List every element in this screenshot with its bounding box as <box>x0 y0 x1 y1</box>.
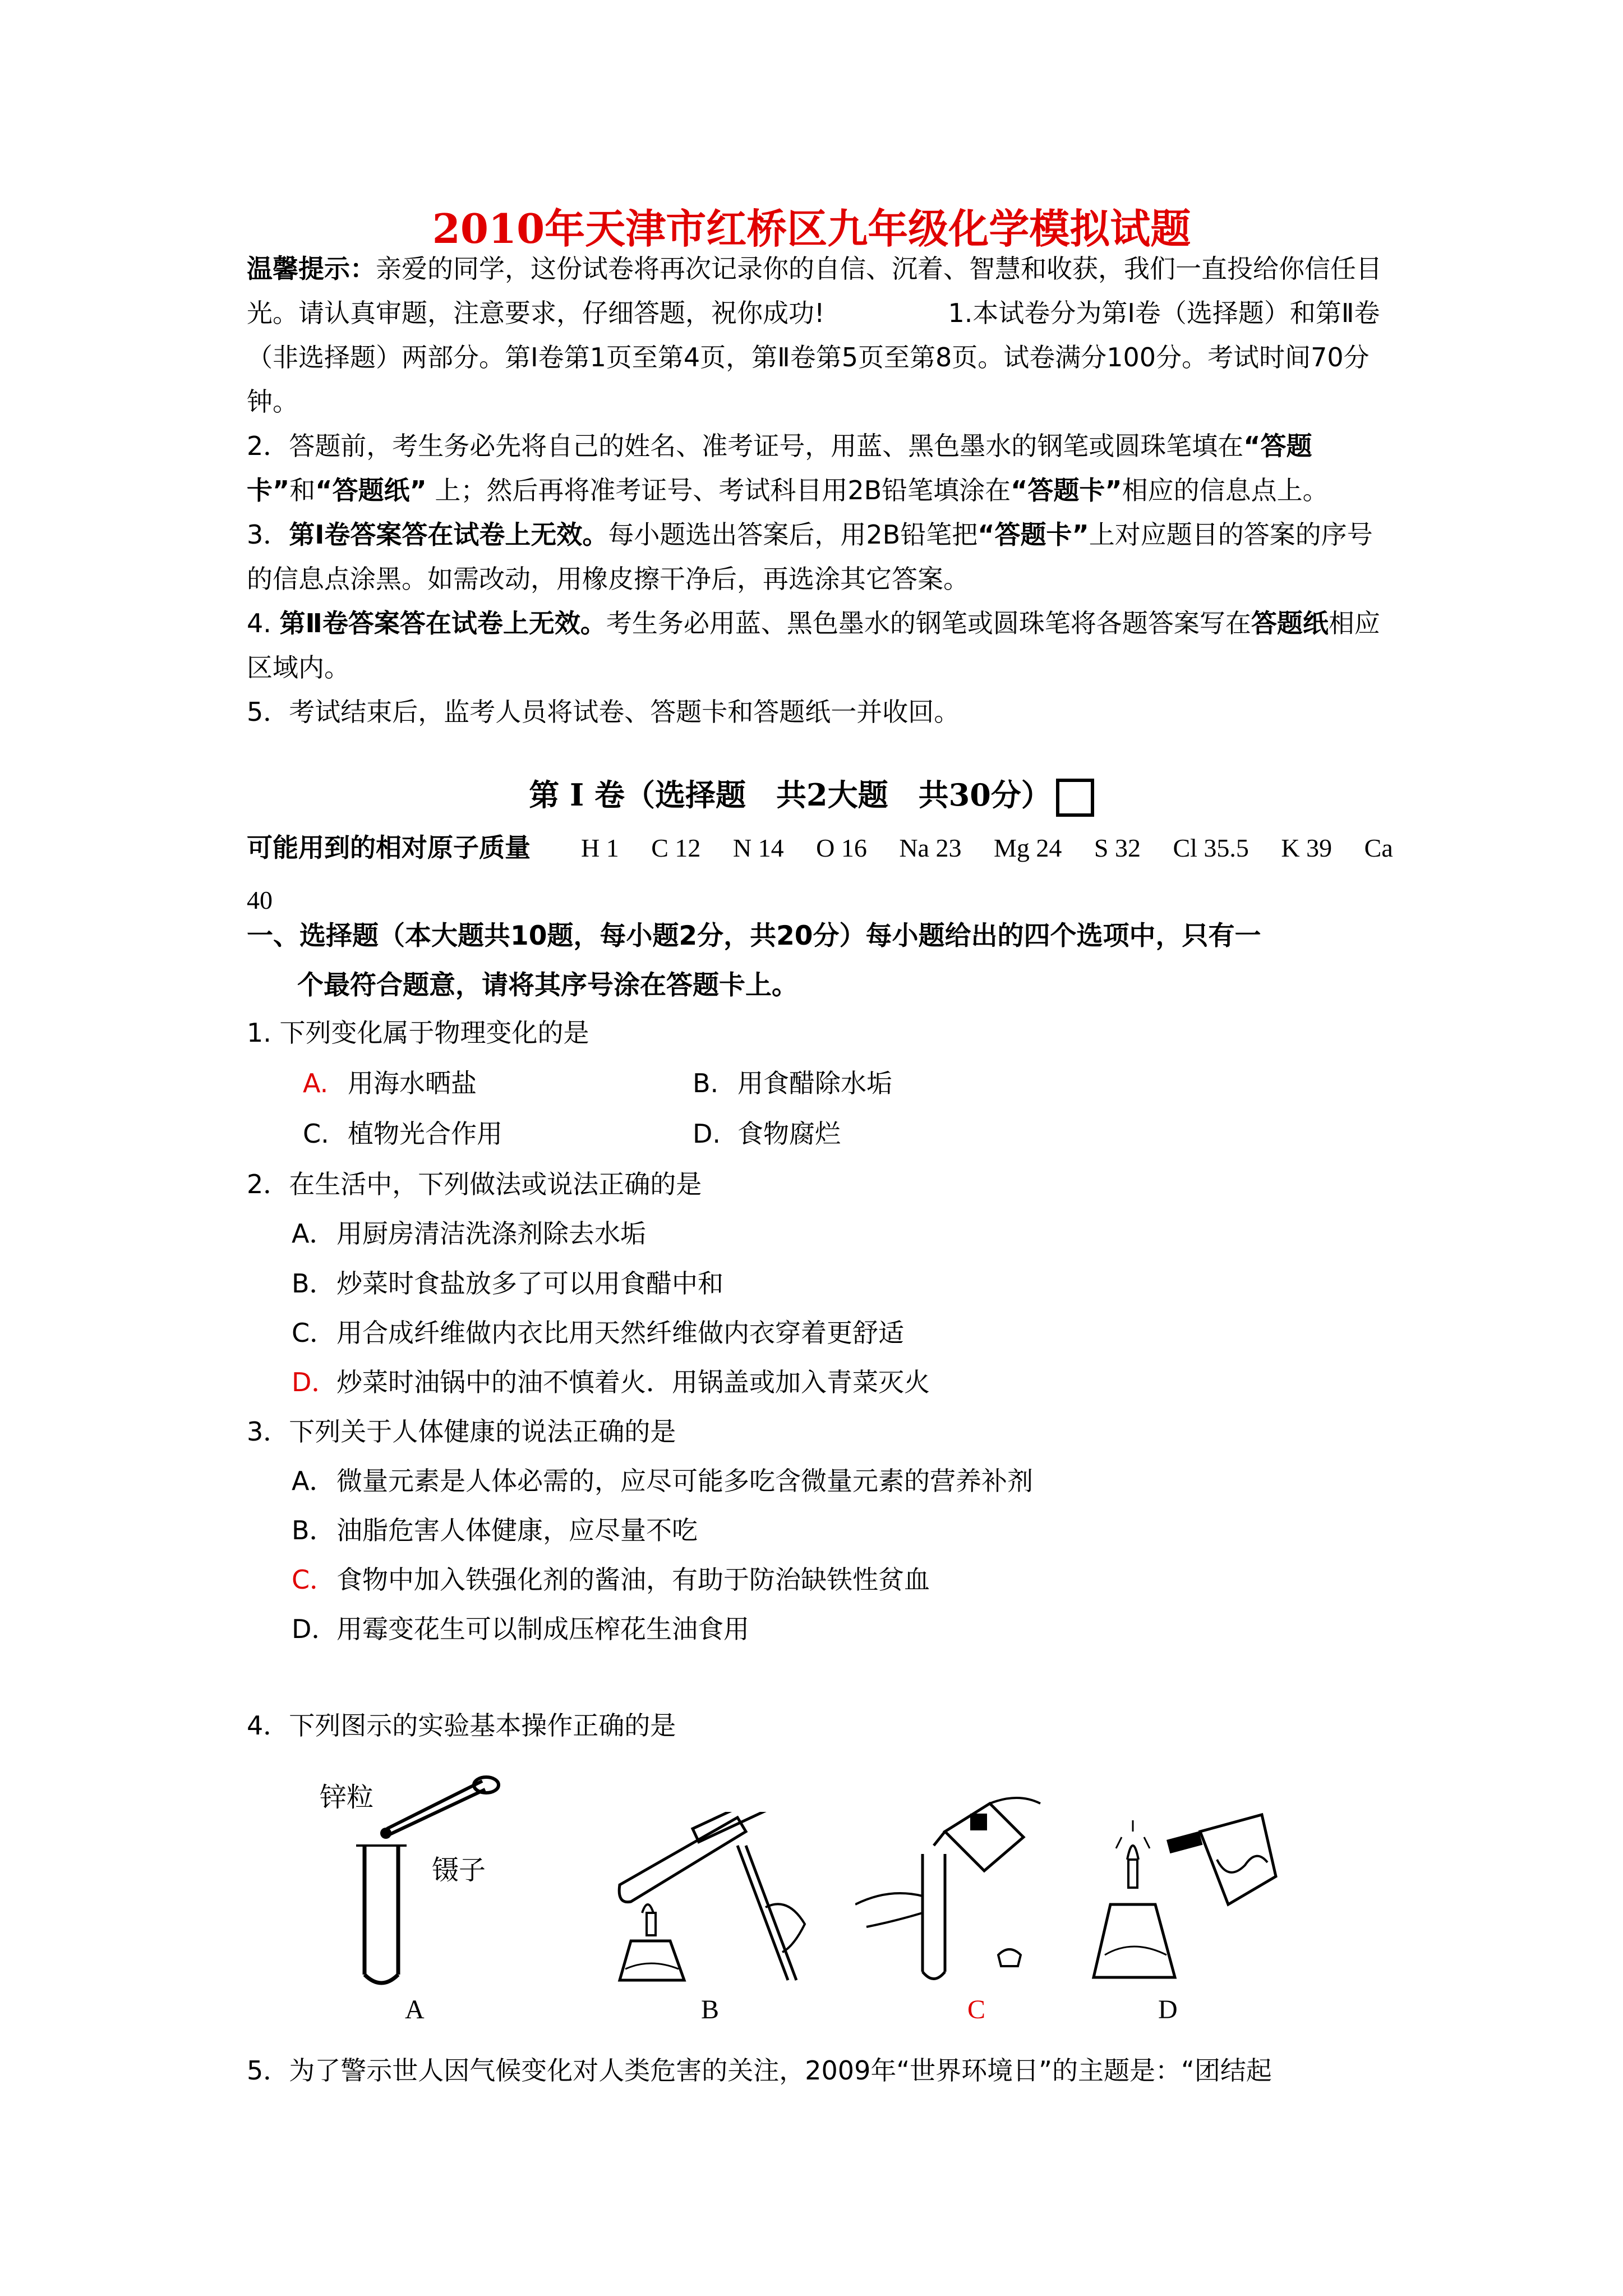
notice-item-5: 5．考试结束后，监考人员将试卷、答题卡和答题纸一并收回。 <box>247 697 960 727</box>
q2-option-c[interactable]: C．用合成纤维做内衣比用天然纤维做内衣穿着更舒适 <box>292 1318 904 1348</box>
q1-option-d[interactable]: D. 食物腐烂 <box>693 1119 841 1149</box>
notice-block <box>247 247 1391 734</box>
notice-item-3: 3．第Ⅰ卷答案答在试卷上无效。每小题选出答案后，用2B铅笔把“答题卡”上对应题目的答案的序号的信息点涂黑。如需改动，用橡皮擦干净后，再选涂其它答案。 <box>247 519 1373 594</box>
notice-intro: 温馨提示：亲爱的同学，这份试卷将再次记录你的自信、沉着、智慧和收获，我们一直投给你信任目光。请认真审题，注意要求，仔细答题，祝你成功! 1.本试卷分为第Ⅰ卷（选择题）和第Ⅱ卷（非选择题）两部分。第Ⅰ卷第1页至第4页，第Ⅱ卷第5页至第8页。试卷满分100分。考试时间70分钟。 <box>247 254 1382 417</box>
alcohol-lamp-icon <box>620 1904 684 1980</box>
tweezers-label: 镊子 <box>432 1855 486 1886</box>
test-tube-icon <box>356 1846 407 1983</box>
tweezers-icon <box>387 1777 499 1834</box>
tilted-lamp-icon <box>1166 1815 1276 1904</box>
q2-option-a[interactable]: A．用厨房清洁洗涤剂除去水垢 <box>292 1218 646 1249</box>
alcohol-lamp-icon <box>1094 1820 1175 1977</box>
notice-label: 温馨提示： <box>247 254 376 284</box>
question-3-stem: 3．下列关于人体健康的说法正确的是 <box>247 1416 676 1447</box>
question-1-stem: 1. 下列变化属于物理变化的是 <box>247 1018 589 1048</box>
reagent-bottle-icon <box>934 1798 1040 1871</box>
atomic-mass-values: H 1 C 12 N 14 O 16 Na 23 Mg 24 S 32 Cl 35.5 K 39 Ca 40 <box>247 834 1393 914</box>
hand-icon <box>855 1893 923 1927</box>
q3-option-c[interactable]: C．食物中加入铁强化剂的酱油，有助于防治缺铁性贫血 <box>292 1565 930 1595</box>
atomic-mass-line <box>247 822 1413 926</box>
atomic-mass-label: 可能用到的相对原子质量 <box>247 832 531 863</box>
notice-item-4: 4. 第Ⅱ卷答案答在试卷上无效。考生务必用蓝、黑色墨水的钢笔或圆珠笔将各题答案写在答题纸相应区域内。 <box>247 608 1380 683</box>
q1-option-c[interactable]: C. 植物光合作用 <box>303 1119 502 1149</box>
q3-option-a[interactable]: A．微量元素是人体必需的，应尽可能多吃含微量元素的营养补剂 <box>292 1466 1033 1496</box>
figure-c-label[interactable]: C <box>967 1995 986 2024</box>
zinc-granule-icon <box>380 1828 391 1839</box>
q3-option-b[interactable]: B．油脂危害人体健康，应尽量不吃 <box>292 1515 698 1545</box>
figure-c-illustration <box>855 1792 1057 1989</box>
q1-option-a[interactable]: A. 用海水晒盐 <box>303 1068 477 1098</box>
q2-option-b[interactable]: B．炒菜时食盐放多了可以用食醋中和 <box>292 1268 723 1299</box>
q3-option-d[interactable]: D．用霉变花生可以制成压榨花生油食用 <box>292 1614 749 1644</box>
page-title: 2010年天津市红桥区九年级化学模拟试题 <box>432 205 1191 252</box>
figure-b-label[interactable]: B <box>701 1995 720 2024</box>
question-4-stem: 4．下列图示的实验基本操作正确的是 <box>247 1710 676 1741</box>
test-tube-icon <box>923 1854 945 1979</box>
figure-d-label[interactable]: D <box>1158 1995 1178 2024</box>
score-box[interactable] <box>1056 779 1094 817</box>
figure-d-illustration <box>1082 1809 1284 1989</box>
section-header: 第 Ⅰ 卷（选择题 共2大题 共30分） <box>0 771 1623 817</box>
zinc-label: 锌粒 <box>320 1782 374 1813</box>
notice-item-1: 1.本试卷分为第Ⅰ卷（选择题）和第Ⅱ卷（非选择题）两部分。第Ⅰ卷第1页至第4页，第Ⅱ卷第5页至第8页。试卷满分100分。考试时间70分钟。 <box>247 298 1380 417</box>
figure-a-label[interactable]: A <box>405 1995 425 2024</box>
figure-a-illustration <box>314 1767 538 1991</box>
question-2-stem: 2．在生活中，下列做法或说法正确的是 <box>247 1169 702 1199</box>
heated-test-tube-icon <box>619 1812 805 1980</box>
question-5-stem: 5．为了警示世人因气候变化对人类危害的关注，2009年“世界环境日”的主题是：“团结起 <box>247 2055 1272 2086</box>
notice-item-2: 2．答题前，考生务必先将自己的姓名、准考证号，用蓝、黑色墨水的钢笔或圆珠笔填在“答题卡”和“答题纸” 上；然后再将准考证号、考试科目用2B铅笔填涂在“答题卡”相应的信息点上。 <box>247 431 1329 505</box>
q2-option-d[interactable]: D．炒菜时油锅中的油不慎着火．用锅盖或加入青菜灭火 <box>292 1367 930 1397</box>
part-one-instructions: 一、选择题（本大题共10题，每小题2分，共20分）每小题给出的四个选项中，只有一 个最符合题意，请将其序号涂在答题卡上。 <box>247 921 1261 1001</box>
q1-option-b[interactable]: B. 用食醋除水垢 <box>693 1068 892 1098</box>
figure-b-illustration <box>608 1812 822 1997</box>
stopper-icon <box>998 1949 1021 1966</box>
